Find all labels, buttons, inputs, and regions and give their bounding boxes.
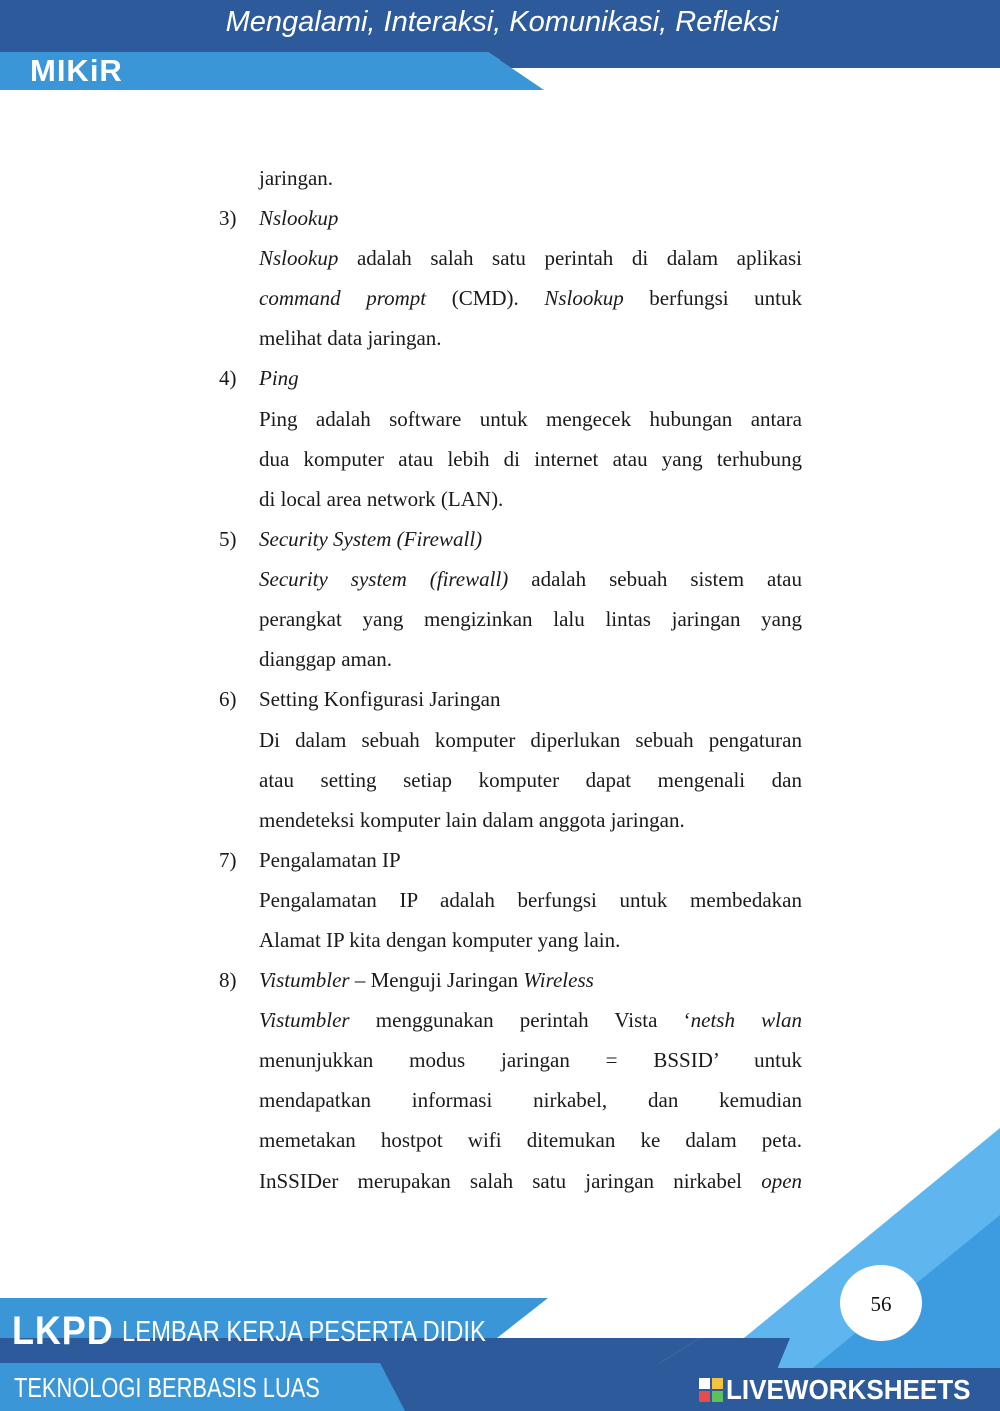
paragraph-line: Di dalam sebuah komputer diperlukan sebuah pengaturan: [259, 728, 802, 752]
page-number: 56: [870, 1292, 892, 1316]
paragraph-line: mendeteksi komputer lain dalam anggota jaringan.: [259, 808, 685, 832]
header-title: Mengalami, Interaksi, Komunikasi, Refleksi: [225, 6, 779, 38]
paragraph-line: melihat data jaringan.: [259, 326, 442, 350]
item-number: 4): [219, 366, 237, 390]
paragraph-line: perangkat yang mengizinkan lalu lintas jaringan yang: [259, 607, 802, 631]
subject-title: TEKNOLOGI BERBASIS LUAS: [14, 1372, 320, 1403]
item-heading: Vistumbler – Menguji Jaringan Wireless: [259, 968, 594, 992]
paragraph-line: mendapatkan informasi nirkabel, dan kemudian: [259, 1088, 802, 1112]
item-number: 5): [219, 527, 237, 551]
paragraph-line: Security system (firewall) adalah sebuah sistem atau: [259, 567, 802, 591]
paragraph-line: Ping adalah software untuk mengecek hubungan antara: [259, 407, 802, 431]
paragraph-line: atau setting setiap komputer dapat mengenali dan: [259, 768, 802, 792]
paragraph-line: dianggap aman.: [259, 647, 392, 671]
paragraph-line: Nslookup adalah salah satu perintah di dalam aplikasi: [259, 246, 802, 270]
item-number: 6): [219, 687, 237, 711]
item-heading: Ping: [259, 366, 299, 390]
paragraph-line: Vistumbler menggunakan perintah Vista ‘netsh wlan: [259, 1008, 802, 1032]
item-number: 7): [219, 848, 237, 872]
item-heading: Nslookup: [259, 206, 339, 230]
paragraph-line: menunjukkan modus jaringan = BSSID’ untuk: [259, 1048, 802, 1072]
paragraph-line: Pengalamatan IP adalah berfungsi untuk membedakan: [259, 888, 802, 912]
paragraph-line: Alamat IP kita dengan komputer yang lain.: [259, 928, 621, 952]
item-number: 8): [219, 968, 237, 992]
paragraph-line: InSSIDer merupakan salah satu jaringan nirkabel open: [259, 1169, 803, 1193]
lkpd-subtitle: LEMBAR KERJA PESERTA DIDIK: [122, 1316, 486, 1348]
paragraph-line: dua komputer atau lebih di internet atau yang terhubung: [259, 447, 802, 471]
item-heading: Pengalamatan IP: [259, 848, 401, 872]
item-heading: Setting Konfigurasi Jaringan: [259, 687, 501, 711]
paragraph-line: command prompt (CMD). Nslookup berfungsi untuk: [259, 286, 803, 310]
liveworksheets-watermark: LIVEWORKSHEETS: [726, 1374, 971, 1405]
liveworksheets-icon: [699, 1378, 723, 1402]
lkpd-logo: LKPD: [12, 1309, 114, 1353]
paragraph-line: memetakan hostpot wifi ditemukan ke dalam peta.: [259, 1128, 802, 1152]
continuation-text: jaringan.: [259, 166, 334, 190]
item-heading: Security System (Firewall): [259, 527, 483, 551]
paragraph-line: di local area network (LAN).: [259, 487, 504, 511]
footer-banner: [0, 1100, 1000, 1411]
mikir-logo: MIKiR: [30, 53, 123, 88]
item-number: 3): [219, 206, 237, 230]
